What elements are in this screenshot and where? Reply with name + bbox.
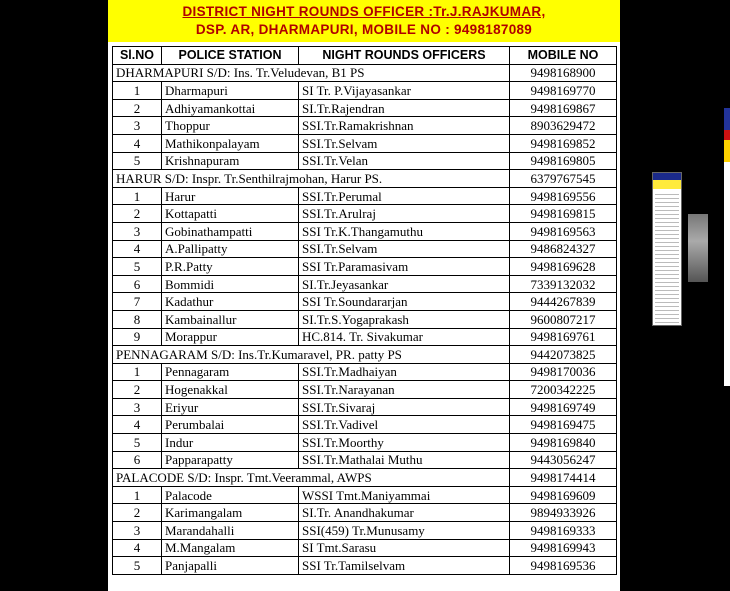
cell-mobile: 9498170036	[510, 363, 617, 381]
cell-slno: 5	[113, 152, 162, 170]
cell-slno: 4	[113, 416, 162, 434]
cell-station: Morappur	[162, 328, 299, 346]
cell-officer: SI.Tr.S.Yogaprakash	[299, 310, 510, 328]
cell-mobile: 9498169749	[510, 398, 617, 416]
cell-officer: SSI.Tr.Narayanan	[299, 381, 510, 399]
section-mobile: 6379767545	[510, 170, 617, 188]
section-row	[113, 346, 617, 364]
cell-slno: 2	[113, 381, 162, 399]
cell-mobile: 7339132032	[510, 275, 617, 293]
cell-station: Perumbalai	[162, 416, 299, 434]
night-rounds-table	[112, 46, 617, 575]
cell-mobile: 9498169852	[510, 134, 617, 152]
cell-slno: 3	[113, 398, 162, 416]
edge-thumbnail	[724, 108, 730, 386]
cell-station: Pennagaram	[162, 363, 299, 381]
cell-officer: SSI.Tr.Madhaiyan	[299, 363, 510, 381]
cell-slno: 1	[113, 486, 162, 504]
table-row	[113, 99, 617, 117]
cell-slno: 3	[113, 522, 162, 540]
section-mobile: 9498174414	[510, 469, 617, 487]
cell-slno: 2	[113, 205, 162, 223]
cell-officer: SSI Tr.K.Thangamuthu	[299, 222, 510, 240]
cell-mobile: 9498169805	[510, 152, 617, 170]
section-row	[113, 469, 617, 487]
cell-station: Thoppur	[162, 117, 299, 135]
table-row	[113, 310, 617, 328]
cell-station: Mathikonpalayam	[162, 134, 299, 152]
cell-mobile: 9894933926	[510, 504, 617, 522]
cell-mobile: 9600807217	[510, 310, 617, 328]
cell-station: Krishnapuram	[162, 152, 299, 170]
cell-slno: 5	[113, 258, 162, 276]
table-row	[113, 486, 617, 504]
table-row	[113, 205, 617, 223]
cell-mobile: 9486824327	[510, 240, 617, 258]
cell-officer: SSI Tr.Paramasivam	[299, 258, 510, 276]
cell-officer: SI.Tr.Jeyasankar	[299, 275, 510, 293]
section-title: PENNAGARAM S/D: Ins.Tr.Kumaravel, PR. patty PS	[113, 346, 510, 364]
document-header	[108, 0, 620, 42]
cell-station: A.Pallipatty	[162, 240, 299, 258]
cell-station: Hogenakkal	[162, 381, 299, 399]
table-row	[113, 187, 617, 205]
cell-mobile: 8903629472	[510, 117, 617, 135]
cell-officer: WSSI Tmt.Maniyammai	[299, 486, 510, 504]
table-row	[113, 398, 617, 416]
cell-officer: SSI.Tr.Vadivel	[299, 416, 510, 434]
cell-mobile: 9498169815	[510, 205, 617, 223]
cell-officer: SSI.Tr.Ramakrishnan	[299, 117, 510, 135]
cell-slno: 2	[113, 99, 162, 117]
cell-mobile: 9498169536	[510, 557, 617, 575]
table-header-row	[113, 47, 617, 65]
table-row	[113, 363, 617, 381]
cell-officer: SSI Tr.Tamilselvam	[299, 557, 510, 575]
cell-mobile: 9444267839	[510, 293, 617, 311]
cell-officer: SI Tmt.Sarasu	[299, 539, 510, 557]
cell-slno: 3	[113, 222, 162, 240]
table-row	[113, 416, 617, 434]
cell-slno: 9	[113, 328, 162, 346]
cell-mobile: 9498169867	[510, 99, 617, 117]
col-header-station: POLICE STATION	[162, 47, 299, 65]
cell-officer: SSI.Tr.Selvam	[299, 134, 510, 152]
cell-slno: 4	[113, 134, 162, 152]
cell-station: Dharmapuri	[162, 82, 299, 100]
cell-station: Panjapalli	[162, 557, 299, 575]
cell-station: Bommidi	[162, 275, 299, 293]
table-row	[113, 275, 617, 293]
table-row	[113, 328, 617, 346]
cell-slno: 4	[113, 240, 162, 258]
cell-officer: HC.814. Tr. Sivakumar	[299, 328, 510, 346]
cell-officer: SSI(459) Tr.Munusamy	[299, 522, 510, 540]
cell-slno: 2	[113, 504, 162, 522]
cell-station: Marandahalli	[162, 522, 299, 540]
cell-slno: 6	[113, 451, 162, 469]
cell-station: Eriyur	[162, 398, 299, 416]
cell-station: M.Mangalam	[162, 539, 299, 557]
section-mobile: 9442073825	[510, 346, 617, 364]
cell-officer: SI Tr. P.Vijayasankar	[299, 82, 510, 100]
table-row	[113, 82, 617, 100]
table-row	[113, 293, 617, 311]
cell-slno: 8	[113, 310, 162, 328]
cell-slno: 5	[113, 434, 162, 452]
col-header-officer: NIGHT ROUNDS OFFICERS	[299, 47, 510, 65]
cell-mobile: 9498169770	[510, 82, 617, 100]
cell-officer: SSI Tr.Soundararjan	[299, 293, 510, 311]
cell-station: Karimangalam	[162, 504, 299, 522]
cell-station: Gobinathampatti	[162, 222, 299, 240]
cell-slno: 3	[113, 117, 162, 135]
cell-slno: 7	[113, 293, 162, 311]
section-mobile: 9498168900	[510, 64, 617, 82]
section-row	[113, 64, 617, 82]
thumbnail-document	[652, 172, 682, 326]
cell-mobile: 9498169840	[510, 434, 617, 452]
cell-station: Papparapatty	[162, 451, 299, 469]
table-row	[113, 258, 617, 276]
cell-mobile: 9498169563	[510, 222, 617, 240]
table-row	[113, 152, 617, 170]
cell-officer: SSI.Tr.Moorthy	[299, 434, 510, 452]
cell-slno: 1	[113, 363, 162, 381]
cell-mobile: 9498169556	[510, 187, 617, 205]
section-row	[113, 170, 617, 188]
cell-officer: SI.Tr.Rajendran	[299, 99, 510, 117]
section-title: PALACODE S/D: Inspr. Tmt.Veerammal, AWPS	[113, 469, 510, 487]
header-title: DISTRICT NIGHT ROUNDS OFFICER :Tr.J.RAJKUMAR,	[182, 4, 546, 19]
cell-station: Adhiyamankottai	[162, 99, 299, 117]
cell-slno: 6	[113, 275, 162, 293]
cell-mobile: 9498169943	[510, 539, 617, 557]
cell-slno: 1	[113, 82, 162, 100]
cell-mobile: 9498169609	[510, 486, 617, 504]
cell-officer: SSI.Tr.Sivaraj	[299, 398, 510, 416]
section-title: DHARMAPURI S/D: Ins. Tr.Veludevan, B1 PS	[113, 64, 510, 82]
cell-station: Kambainallur	[162, 310, 299, 328]
cell-station: Palacode	[162, 486, 299, 504]
table-row	[113, 522, 617, 540]
header-subtitle: DSP. AR, DHARMAPURI, MOBILE NO : 9498187089	[195, 22, 533, 37]
cell-mobile: 9498169333	[510, 522, 617, 540]
cell-slno: 1	[113, 187, 162, 205]
table-row	[113, 451, 617, 469]
cell-slno: 5	[113, 557, 162, 575]
cell-mobile: 9498169761	[510, 328, 617, 346]
table-row	[113, 504, 617, 522]
cell-mobile: 9443056247	[510, 451, 617, 469]
document-page	[108, 0, 620, 591]
table-row	[113, 117, 617, 135]
cell-slno: 4	[113, 539, 162, 557]
cell-mobile: 7200342225	[510, 381, 617, 399]
table-row	[113, 434, 617, 452]
table-row	[113, 381, 617, 399]
cell-station: Kadathur	[162, 293, 299, 311]
table-row	[113, 134, 617, 152]
cell-mobile: 9498169475	[510, 416, 617, 434]
cell-station: Indur	[162, 434, 299, 452]
cell-officer: SSI.Tr.Mathalai Muthu	[299, 451, 510, 469]
section-title: HARUR S/D: Inspr. Tr.Senthilrajmohan, Harur PS.	[113, 170, 510, 188]
table-body	[113, 64, 617, 574]
table-row	[113, 557, 617, 575]
cell-station: Kottapatti	[162, 205, 299, 223]
cell-officer: SSI.Tr.Velan	[299, 152, 510, 170]
table-row	[113, 240, 617, 258]
cell-officer: SSI.Tr.Selvam	[299, 240, 510, 258]
col-header-slno: Sl.NO	[113, 47, 162, 65]
cell-station: Harur	[162, 187, 299, 205]
cell-officer: SI.Tr. Anandhakumar	[299, 504, 510, 522]
table-row	[113, 539, 617, 557]
table-row	[113, 222, 617, 240]
col-header-mobile: MOBILE NO	[510, 47, 617, 65]
cell-officer: SSI.Tr.Arulraj	[299, 205, 510, 223]
cell-mobile: 9498169628	[510, 258, 617, 276]
thumbnail-photo	[688, 214, 708, 282]
cell-station: P.R.Patty	[162, 258, 299, 276]
cell-officer: SSI.Tr.Perumal	[299, 187, 510, 205]
